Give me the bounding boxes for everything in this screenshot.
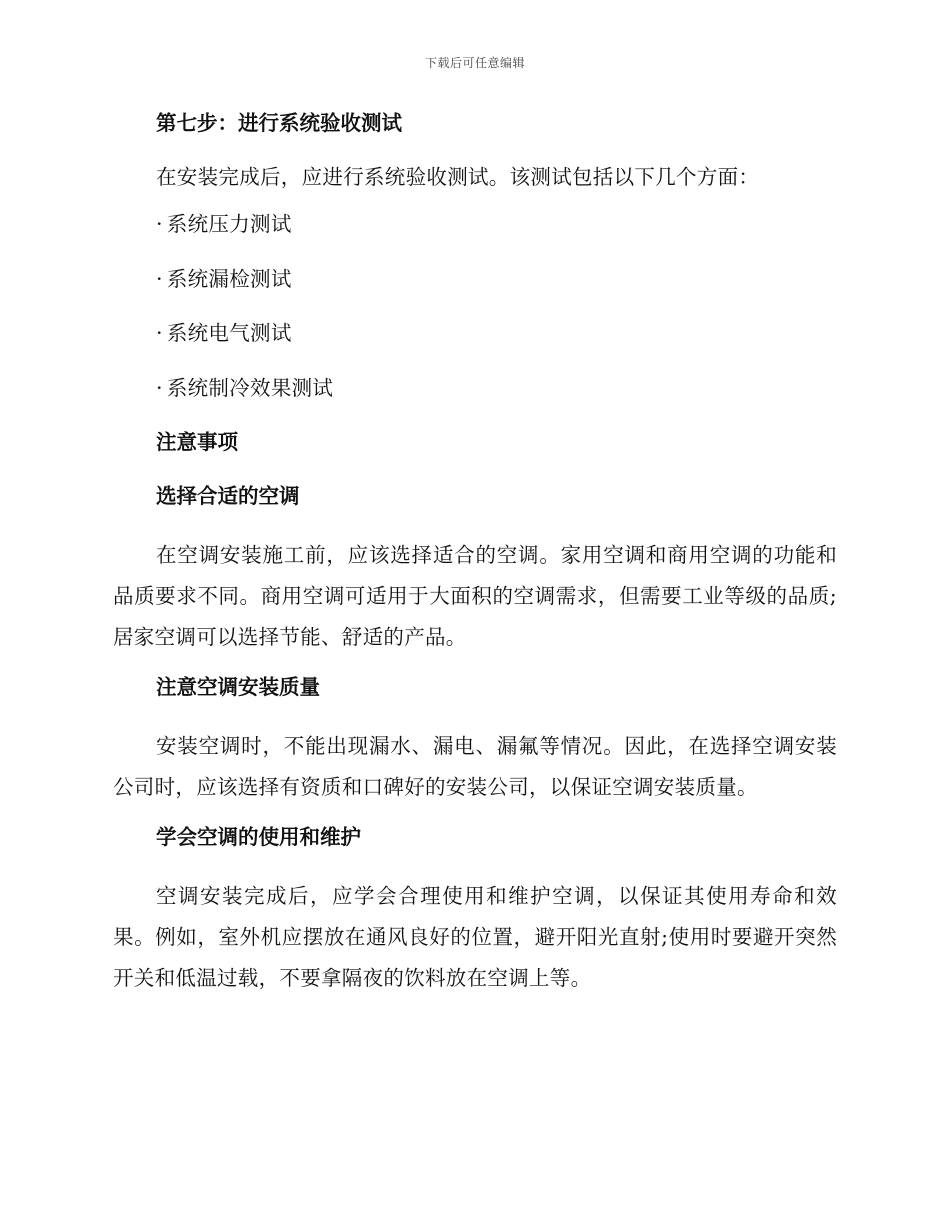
section-text-use-maintain: 空调安装完成后，应学会合理使用和维护空调，以保证其使用寿命和效果。例如，室外机应摆放在通风良好的位置，避开阳光直射;使用时要避开突然开关和低温过载，不要拿隔夜的饮料放在空调上等。	[113, 884, 837, 990]
list-item	[113, 209, 837, 239]
bullet-icon: ·	[156, 212, 163, 236]
list-item	[113, 373, 837, 403]
test-list	[113, 209, 837, 403]
bullet-icon: ·	[156, 266, 163, 291]
step7-intro: 在安装完成后，应进行系统验收测试。该测试包括以下几个方面：	[156, 165, 760, 189]
bullet-icon: ·	[156, 375, 163, 400]
list-item-text: 系统制冷效果测试	[166, 375, 334, 400]
section-text-install-quality: 安装空调时，不能出现漏水、漏电、漏氟等情况。因此，在选择空调安装公司时，应该选择有资质和口碑好的安装公司，以保证空调安装质量。	[113, 734, 837, 799]
section-heading-install-quality: 注意空调安装质量	[156, 675, 320, 699]
section-heading-choose-ac: 选择合适的空调	[156, 484, 300, 508]
section-heading-use-maintain: 学会空调的使用和维护	[156, 825, 361, 849]
step7-heading: 第七步：进行系统验收测试	[156, 111, 402, 135]
document-body	[113, 108, 837, 1013]
bullet-icon: ·	[156, 321, 163, 345]
list-item-text: 系统漏检测试	[166, 266, 292, 291]
notes-heading: 注意事项	[156, 430, 238, 454]
list-item-text: 系统压力测试	[166, 212, 292, 236]
list-item	[113, 318, 837, 348]
list-item	[113, 264, 837, 294]
section-text-choose-ac: 在空调安装施工前，应该选择适合的空调。家用空调和商用空调的功能和品质要求不同。商用空调可适用于大面积的空调需求，但需要工业等级的品质;居家空调可以选择节能、舒适的产品。	[113, 543, 837, 649]
page-header: 下载后可任意编辑	[424, 56, 525, 70]
list-item-text: 系统电气测试	[166, 321, 292, 345]
